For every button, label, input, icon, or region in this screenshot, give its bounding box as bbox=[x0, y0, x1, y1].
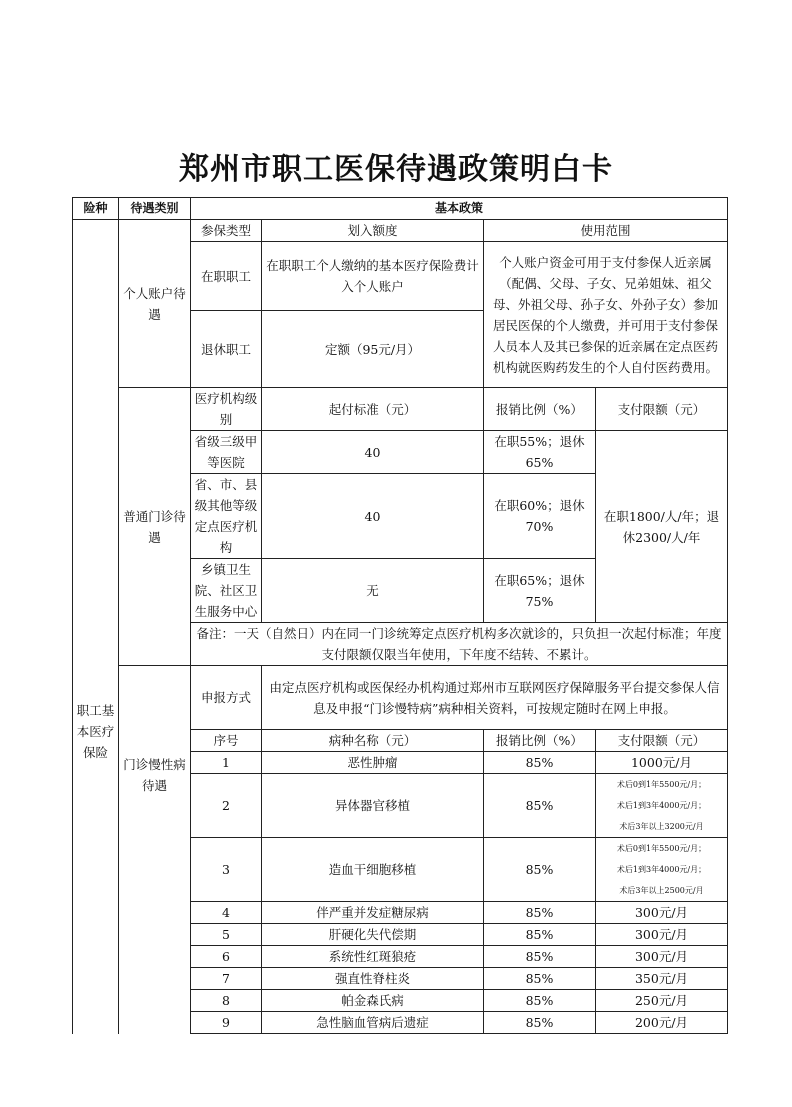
ch-ratio-3: 85% bbox=[484, 838, 596, 902]
ch-ratio-5: 85% bbox=[484, 924, 596, 946]
op-deductible-1: 40 bbox=[262, 431, 484, 474]
ch-name-4: 伴严重并发症糖尿病 bbox=[262, 902, 484, 924]
ch-no-3: 3 bbox=[191, 838, 262, 902]
outpatient-category: 普通门诊待遇 bbox=[119, 388, 191, 666]
pa-usage-scope: 个人账户资金可用于支付参保人近亲属（配偶、父母、子女、兄弟姐妹、祖父母、外祖父母、孙子女、外孙子女）参加居民医保的个人缴费，并可用于支付参保人员本人及其已参保的近亲属在定点医药机构就医购药发生的个人自付医药费用。 bbox=[484, 242, 728, 388]
ch-name-2: 异体器官移植 bbox=[262, 774, 484, 838]
ch-limit-6: 300元/月 bbox=[596, 946, 728, 968]
ch-ratio-8: 85% bbox=[484, 990, 596, 1012]
ch-header-no: 序号 bbox=[191, 730, 262, 752]
ch-name-3: 造血干细胞移植 bbox=[262, 838, 484, 902]
ch-limit-3-line-1: 术后0到1年5500元/月； bbox=[616, 844, 707, 853]
ch-limit-2-line-1: 术后0到1年5500元/月； bbox=[616, 780, 707, 789]
ch-no-9: 9 bbox=[191, 1012, 262, 1034]
pa-amount-active: 在职职工个人缴纳的基本医疗保险费计入个人账户 bbox=[262, 242, 484, 311]
op-ratio-2: 在职60%；退休70% bbox=[484, 474, 596, 559]
ch-limit-9: 200元/月 bbox=[596, 1012, 728, 1034]
op-note: 备注：一天（自然日）内在同一门诊统筹定点医疗机构多次就诊的，只负担一次起付标准；年度支付限额仅限当年使用，下年度不结转、不累计。 bbox=[191, 623, 728, 666]
ch-limit-5: 300元/月 bbox=[596, 924, 728, 946]
header-benefit-category: 待遇类别 bbox=[119, 198, 191, 220]
ch-no-8: 8 bbox=[191, 990, 262, 1012]
ch-limit-3-line-3: 术后3年以上2500元/月 bbox=[619, 886, 704, 895]
ch-ratio-6: 85% bbox=[484, 946, 596, 968]
op-ratio-3: 在职65%；退休75% bbox=[484, 559, 596, 623]
insurance-type-cell bbox=[73, 220, 119, 1034]
ch-ratio-4: 85% bbox=[484, 902, 596, 924]
ch-limit-7: 350元/月 bbox=[596, 968, 728, 990]
ch-limit-3-line-2: 术后1到3年4000元/月； bbox=[616, 865, 707, 874]
pa-header-amount: 划入额度 bbox=[262, 220, 484, 242]
op-level-2: 省、市、县级其他等级定点医疗机构 bbox=[191, 474, 262, 559]
pa-type-retired: 退休职工 bbox=[191, 311, 262, 388]
ch-limit-4: 300元/月 bbox=[596, 902, 728, 924]
op-header-deductible: 起付标准（元） bbox=[262, 388, 484, 431]
policy-table bbox=[72, 197, 728, 1034]
ch-header-name: 病种名称（元） bbox=[262, 730, 484, 752]
ch-no-2: 2 bbox=[191, 774, 262, 838]
page-title: 郑州市职工医保待遇政策明白卡 bbox=[179, 152, 613, 187]
ch-limit-1: 1000元/月 bbox=[596, 752, 728, 774]
ch-ratio-7: 85% bbox=[484, 968, 596, 990]
ch-name-1: 恶性肿瘤 bbox=[262, 752, 484, 774]
ch-limit-2-line-2: 术后1到3年4000元/月； bbox=[616, 801, 707, 810]
ch-ratio-2: 85% bbox=[484, 774, 596, 838]
header-basic-policy: 基本政策 bbox=[191, 198, 728, 220]
chronic-apply-row bbox=[73, 666, 728, 730]
pa-header-scope: 使用范围 bbox=[484, 220, 728, 242]
ch-no-1: 1 bbox=[191, 752, 262, 774]
op-header-limit: 支付限额（元） bbox=[596, 388, 728, 431]
ch-ratio-1: 85% bbox=[484, 752, 596, 774]
ch-header-limit: 支付限额（元） bbox=[596, 730, 728, 752]
ch-ratio-9: 85% bbox=[484, 1012, 596, 1034]
ch-limit-3 bbox=[596, 838, 728, 902]
op-ratio-1: 在职55%；退休65% bbox=[484, 431, 596, 474]
pa-header-type: 参保类型 bbox=[191, 220, 262, 242]
ch-limit-8: 250元/月 bbox=[596, 990, 728, 1012]
op-payment-limit: 在职1800/人/年；退休2300/人/年 bbox=[596, 431, 728, 623]
chronic-apply-label: 申报方式 bbox=[191, 666, 262, 730]
chronic-category: 门诊慢性病待遇 bbox=[119, 666, 191, 1034]
ch-name-7: 强直性脊柱炎 bbox=[262, 968, 484, 990]
op-level-3: 乡镇卫生院、社区卫生服务中心 bbox=[191, 559, 262, 623]
op-deductible-2: 40 bbox=[262, 474, 484, 559]
personal-account-header-row bbox=[73, 220, 728, 242]
op-header-ratio: 报销比例（%） bbox=[484, 388, 596, 431]
header-insurance-type: 险种 bbox=[73, 198, 119, 220]
op-level-1: 省级三级甲等医院 bbox=[191, 431, 262, 474]
ch-no-7: 7 bbox=[191, 968, 262, 990]
ch-name-6: 系统性红斑狼疮 bbox=[262, 946, 484, 968]
ch-header-ratio: 报销比例（%） bbox=[484, 730, 596, 752]
chronic-apply-text: 由定点医疗机构或医保经办机构通过郑州市互联网医疗保障服务平台提交参保人信息及申报“门诊慢特病”病种相关资料，可按规定随时在网上申报。 bbox=[262, 666, 728, 730]
ch-no-5: 5 bbox=[191, 924, 262, 946]
table-header-row bbox=[73, 198, 728, 220]
ch-limit-2 bbox=[596, 774, 728, 838]
insurance-type-label: 职工基本医疗保险 bbox=[76, 703, 115, 761]
pa-amount-retired: 定额（95元/月） bbox=[262, 311, 484, 388]
personal-account-category: 个人账户待遇 bbox=[119, 220, 191, 388]
outpatient-header-row bbox=[73, 388, 728, 431]
op-header-level: 医疗机构级别 bbox=[191, 388, 262, 431]
ch-limit-2-line-3: 术后3年以上3200元/月 bbox=[619, 822, 704, 831]
ch-name-9: 急性脑血管病后遗症 bbox=[262, 1012, 484, 1034]
ch-no-4: 4 bbox=[191, 902, 262, 924]
ch-no-6: 6 bbox=[191, 946, 262, 968]
op-deductible-3: 无 bbox=[262, 559, 484, 623]
ch-name-8: 帕金森氏病 bbox=[262, 990, 484, 1012]
pa-type-active: 在职职工 bbox=[191, 242, 262, 311]
ch-name-5: 肝硬化失代偿期 bbox=[262, 924, 484, 946]
